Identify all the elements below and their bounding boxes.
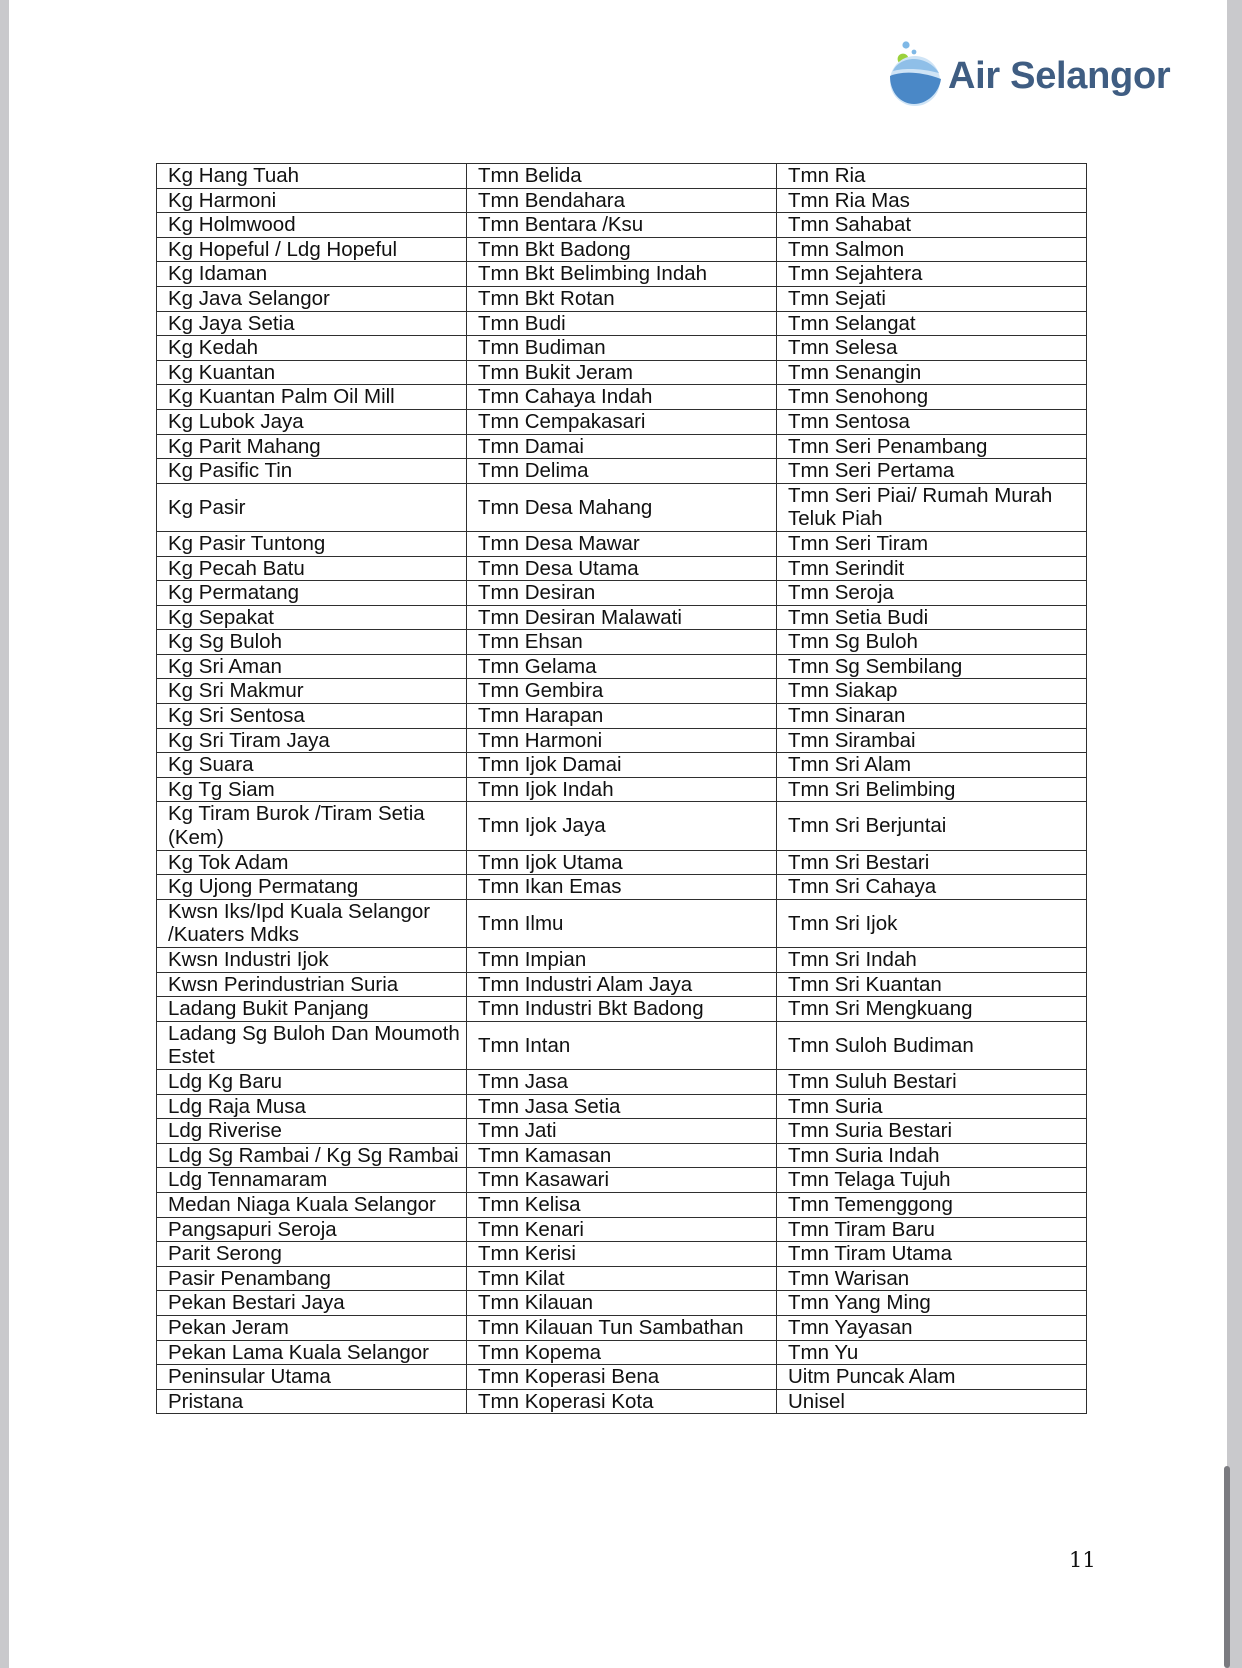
table-row [157,1119,1087,1144]
table-cell: Kg Ujong Permatang [157,875,467,900]
table-cell: Tmn Kamasan [467,1143,777,1168]
table-cell: Tmn Suria Indah [777,1143,1087,1168]
table-row [157,899,1087,947]
table-cell: Tmn Tiram Utama [777,1242,1087,1267]
table-row [157,556,1087,581]
table-cell: Pangsapuri Seroja [157,1217,467,1242]
document-page [9,0,1227,1668]
table-cell: Kg Hopeful / Ldg Hopeful [157,237,467,262]
table-row [157,654,1087,679]
table-cell: Tmn Seri Pertama [777,459,1087,484]
table-row [157,237,1087,262]
table-cell: Tmn Budi [467,311,777,336]
location-table [156,163,1087,1414]
table-cell: Kg Sri Aman [157,654,467,679]
table-cell: Tmn Ijok Jaya [467,802,777,850]
table-cell: Tmn Ria [777,164,1087,189]
table-row [157,972,1087,997]
table-cell: Tmn Sri Ijok [777,899,1087,947]
table-cell: Tmn Kilauan Tun Sambathan [467,1315,777,1340]
table-cell: Tmn Tiram Baru [777,1217,1087,1242]
table-cell: Tmn Sahabat [777,213,1087,238]
table-cell: Tmn Ikan Emas [467,875,777,900]
table-row [157,434,1087,459]
table-row [157,286,1087,311]
table-cell: Tmn Yu [777,1340,1087,1365]
table-cell: Uitm Puncak Alam [777,1365,1087,1390]
table-cell: Ladang Sg Buloh Dan Moumoth Estet [157,1021,467,1069]
table-cell: Tmn Desa Utama [467,556,777,581]
table-cell: Tmn Sri Indah [777,948,1087,973]
table-cell: Tmn Selangat [777,311,1087,336]
table-row [157,1192,1087,1217]
table-cell: Tmn Salmon [777,237,1087,262]
table-cell: Tmn Senangin [777,360,1087,385]
table-cell: Kg Sg Buloh [157,630,467,655]
table-row [157,581,1087,606]
table-cell: Tmn Sinaran [777,704,1087,729]
table-cell: Kg Harmoni [157,188,467,213]
table-cell: Tmn Koperasi Kota [467,1389,777,1414]
table-row [157,1069,1087,1094]
table-cell: Pristana [157,1389,467,1414]
table-cell: Tmn Sri Alam [777,753,1087,778]
table-cell: Pekan Lama Kuala Selangor [157,1340,467,1365]
table-cell: Ladang Bukit Panjang [157,997,467,1022]
table-cell: Tmn Ijok Damai [467,753,777,778]
table-row [157,531,1087,556]
table-cell: Tmn Desa Mawar [467,531,777,556]
table-row [157,948,1087,973]
table-cell: Tmn Koperasi Bena [467,1365,777,1390]
table-row [157,213,1087,238]
table-cell: Kg Idaman [157,262,467,287]
table-cell: Tmn Jasa Setia [467,1094,777,1119]
table-cell: Tmn Ijok Utama [467,850,777,875]
table-cell: Tmn Ria Mas [777,188,1087,213]
table-cell: Medan Niaga Kuala Selangor [157,1192,467,1217]
table-cell: Kg Java Selangor [157,286,467,311]
location-table-body [157,164,1087,1414]
table-cell: Tmn Bentara /Ksu [467,213,777,238]
table-cell: Tmn Intan [467,1021,777,1069]
table-row [157,753,1087,778]
table-cell: Tmn Seri Tiram [777,531,1087,556]
table-cell: Tmn Industri Alam Jaya [467,972,777,997]
table-cell: Tmn Budiman [467,336,777,361]
logo-text: Air Selangor [948,55,1171,97]
table-cell: Kg Sepakat [157,605,467,630]
table-cell: Tmn Sri Kuantan [777,972,1087,997]
table-cell: Tmn Ijok Indah [467,777,777,802]
table-row [157,704,1087,729]
table-cell: Tmn Jati [467,1119,777,1144]
table-cell: Tmn Sri Bestari [777,850,1087,875]
table-cell: Kg Permatang [157,581,467,606]
table-cell: Tmn Sri Cahaya [777,875,1087,900]
table-cell: Tmn Seri Piai/ Rumah Murah Teluk Piah [777,483,1087,531]
table-cell: Tmn Bukit Jeram [467,360,777,385]
table-row [157,164,1087,189]
table-cell: Tmn Temenggong [777,1192,1087,1217]
table-cell: Ldg Raja Musa [157,1094,467,1119]
table-cell: Tmn Jasa [467,1069,777,1094]
table-cell: Tmn Sg Sembilang [777,654,1087,679]
table-cell: Peninsular Utama [157,1365,467,1390]
table-cell: Tmn Kasawari [467,1168,777,1193]
table-cell: Tmn Sri Mengkuang [777,997,1087,1022]
table-cell: Tmn Serindit [777,556,1087,581]
table-cell: Tmn Suluh Bestari [777,1069,1087,1094]
table-cell: Ldg Sg Rambai / Kg Sg Rambai [157,1143,467,1168]
table-row [157,1389,1087,1414]
table-cell: Kwsn Industri Ijok [157,948,467,973]
table-cell: Kg Sri Makmur [157,679,467,704]
table-cell: Kg Pasir [157,483,467,531]
table-cell: Tmn Delima [467,459,777,484]
table-cell: Kg Kuantan Palm Oil Mill [157,385,467,410]
table-cell: Kg Tg Siam [157,777,467,802]
scrollbar-thumb[interactable] [1224,1466,1230,1668]
table-cell: Tmn Sri Belimbing [777,777,1087,802]
table-row [157,459,1087,484]
table-cell: Tmn Warisan [777,1266,1087,1291]
table-cell: Kg Tok Adam [157,850,467,875]
table-cell: Tmn Bendahara [467,188,777,213]
table-cell: Tmn Suria [777,1094,1087,1119]
table-cell: Pasir Penambang [157,1266,467,1291]
table-cell: Kg Suara [157,753,467,778]
table-row [157,311,1087,336]
table-cell: Tmn Harapan [467,704,777,729]
table-cell: Tmn Seri Penambang [777,434,1087,459]
table-cell: Tmn Desa Mahang [467,483,777,531]
table-row [157,728,1087,753]
table-cell: Tmn Ehsan [467,630,777,655]
table-cell: Tmn Desiran Malawati [467,605,777,630]
table-row [157,188,1087,213]
table-cell: Kg Hang Tuah [157,164,467,189]
table-row [157,777,1087,802]
table-row [157,1266,1087,1291]
table-row [157,1242,1087,1267]
table-cell: Tmn Bkt Rotan [467,286,777,311]
table-cell: Tmn Gelama [467,654,777,679]
water-drop-logo-icon [877,38,949,108]
table-cell: Tmn Cahaya Indah [467,385,777,410]
table-cell: Tmn Harmoni [467,728,777,753]
table-cell: Ldg Kg Baru [157,1069,467,1094]
table-cell: Tmn Selesa [777,336,1087,361]
table-cell: Tmn Yayasan [777,1315,1087,1340]
table-cell: Tmn Damai [467,434,777,459]
table-cell: Tmn Kopema [467,1340,777,1365]
table-cell: Tmn Kenari [467,1217,777,1242]
table-cell: Tmn Sejati [777,286,1087,311]
table-cell: Tmn Kelisa [467,1192,777,1217]
table-cell: Kg Sri Tiram Jaya [157,728,467,753]
table-row [157,1021,1087,1069]
table-cell: Ldg Riverise [157,1119,467,1144]
table-cell: Tmn Bkt Belimbing Indah [467,262,777,287]
table-row [157,1217,1087,1242]
table-cell: Tmn Cempakasari [467,409,777,434]
table-row [157,679,1087,704]
table-cell: Tmn Telaga Tujuh [777,1168,1087,1193]
table-cell: Kg Kuantan [157,360,467,385]
table-cell: Kg Holmwood [157,213,467,238]
table-cell: Tmn Desiran [467,581,777,606]
table-row [157,1365,1087,1390]
table-cell: Kg Sri Sentosa [157,704,467,729]
table-cell: Kwsn Perindustrian Suria [157,972,467,997]
table-row [157,409,1087,434]
table-cell: Kg Lubok Jaya [157,409,467,434]
page-number: 11 [1069,1548,1096,1572]
table-cell: Tmn Senohong [777,385,1087,410]
table-cell: Pekan Bestari Jaya [157,1291,467,1316]
table-row [157,1143,1087,1168]
table-cell: Tmn Suloh Budiman [777,1021,1087,1069]
table-cell: Tmn Yang Ming [777,1291,1087,1316]
table-cell: Tmn Sirambai [777,728,1087,753]
air-selangor-logo [877,38,1195,108]
table-cell: Ldg Tennamaram [157,1168,467,1193]
table-cell: Parit Serong [157,1242,467,1267]
table-cell: Kg Kedah [157,336,467,361]
table-cell: Tmn Gembira [467,679,777,704]
table-cell: Tmn Sejahtera [777,262,1087,287]
table-row [157,605,1087,630]
table-cell: Kwsn Iks/Ipd Kuala Selangor /Kuaters Mdks [157,899,467,947]
table-cell: Tmn Impian [467,948,777,973]
table-cell: Tmn Setia Budi [777,605,1087,630]
table-cell: Tmn Kilat [467,1266,777,1291]
table-cell: Tmn Industri Bkt Badong [467,997,777,1022]
table-row [157,1315,1087,1340]
table-cell: Kg Pasific Tin [157,459,467,484]
table-row [157,875,1087,900]
table-row [157,262,1087,287]
table-cell: Tmn Belida [467,164,777,189]
table-cell: Pekan Jeram [157,1315,467,1340]
table-row [157,360,1087,385]
table-cell: Tmn Sentosa [777,409,1087,434]
table-cell: Tmn Kilauan [467,1291,777,1316]
table-row [157,336,1087,361]
table-row [157,802,1087,850]
table-cell: Tmn Bkt Badong [467,237,777,262]
table-row [157,1340,1087,1365]
table-cell: Tmn Kerisi [467,1242,777,1267]
table-row [157,1291,1087,1316]
table-row [157,1168,1087,1193]
table-row [157,1094,1087,1119]
table-cell: Kg Pecah Batu [157,556,467,581]
table-cell: Tmn Ilmu [467,899,777,947]
table-cell: Tmn Siakap [777,679,1087,704]
table-row [157,850,1087,875]
table-cell: Tmn Seroja [777,581,1087,606]
table-cell: Kg Jaya Setia [157,311,467,336]
table-cell: Unisel [777,1389,1087,1414]
table-cell: Kg Pasir Tuntong [157,531,467,556]
table-row [157,997,1087,1022]
table-cell: Tmn Sg Buloh [777,630,1087,655]
table-row [157,385,1087,410]
table-row [157,483,1087,531]
table-row [157,630,1087,655]
table-cell: Tmn Suria Bestari [777,1119,1087,1144]
table-cell: Kg Tiram Burok /Tiram Setia (Kem) [157,802,467,850]
table-cell: Tmn Sri Berjuntai [777,802,1087,850]
table-cell: Kg Parit Mahang [157,434,467,459]
